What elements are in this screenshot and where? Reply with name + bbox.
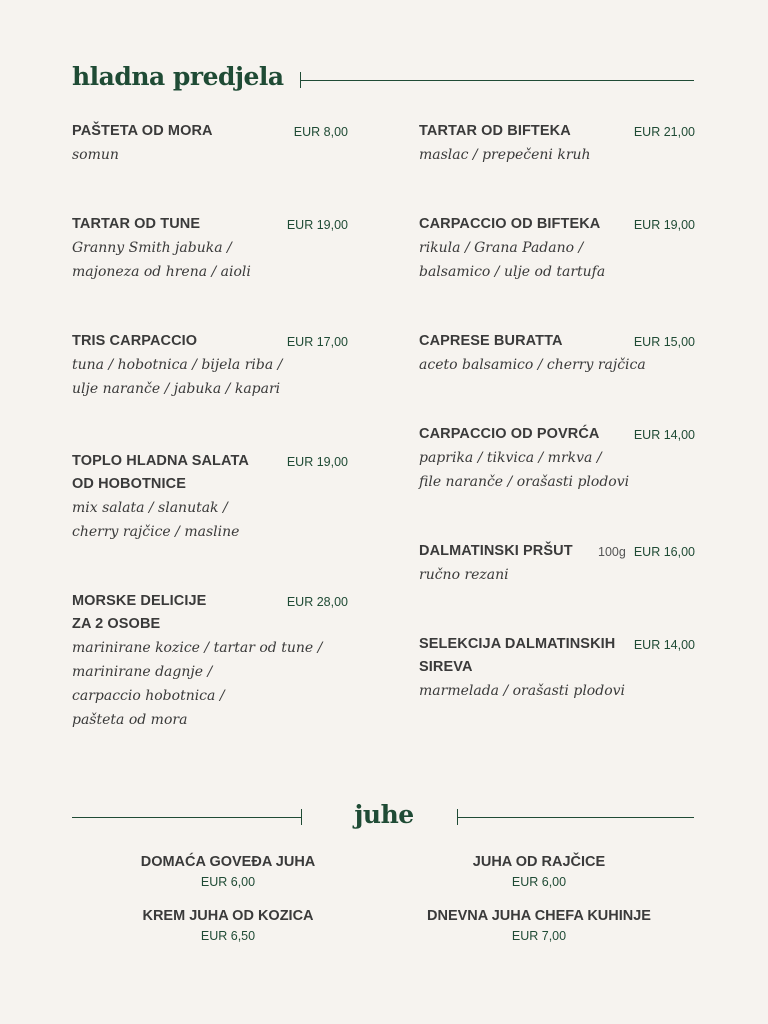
item-description: maslac / prepečeni kruh [419,147,591,163]
menu-item [419,540,695,587]
item-description: paprika / tikvica / mrkva / [419,450,602,466]
item-name: SIREVA [419,659,473,675]
item-description: carpaccio hobotnica / [72,688,225,704]
soup-name: KREM JUHA OD KOZICA [142,908,314,924]
item-name: CAPRESE BURATTA [419,333,563,349]
soup-price: EUR 7,00 [511,929,567,943]
item-description: marmelada / orašasti plodovi [419,683,626,699]
item-quantity: 100g [598,545,626,559]
menu-item [72,330,348,401]
menu-item [72,590,348,732]
item-description: rikula / Grana Padano / [419,240,584,256]
menu-item [419,423,695,494]
menu-item [72,213,348,284]
item-name: CARPACCIO OD POVRĆA [419,426,600,442]
item-price: EUR 8,00 [293,125,348,139]
item-description: tuna / hobotnica / bijela riba / [72,357,283,373]
item-price: EUR 17,00 [286,335,348,349]
item-description: file naranče / orašasti plodovi [419,474,630,490]
menu-item [419,213,695,284]
item-description: majoneza od hrena / aioli [72,264,251,280]
item-description: marinirane kozice / tartar od tune / [72,640,323,656]
soup-title-rule-right [457,817,694,818]
item-name: PAŠTETA OD MORA [72,123,213,139]
menu-item [419,330,695,377]
soup-item [389,852,689,892]
item-description: marinirane dagnje / [72,664,213,680]
soup-item [389,906,689,946]
item-price: EUR 19,00 [286,218,348,232]
item-name: TOPLO HLADNA SALATA [72,453,249,469]
item-description: Granny Smith jabuka / [72,240,232,256]
item-description: aceto balsamico / cherry rajčica [419,357,646,373]
item-price: EUR 19,00 [286,455,348,469]
item-price: EUR 19,00 [633,218,695,232]
item-name: DALMATINSKI PRŠUT [419,543,573,559]
soup-name: DNEVNA JUHA CHEFA KUHINJE [427,908,651,924]
soup-price: EUR 6,00 [200,875,256,889]
item-name: ZA 2 OSOBE [72,616,161,632]
item-description: ulje naranče / jabuka / kapari [72,381,281,397]
menu-item [72,120,348,167]
item-price: EUR 28,00 [286,595,348,609]
section-title-soups: juhe [354,800,414,829]
item-name: TRIS CARPACCIO [72,333,198,349]
soup-item [78,852,378,892]
item-description: pašteta od mora [72,712,188,728]
item-description: ručno rezani [419,567,509,583]
item-price-row [598,542,695,562]
soup-name: JUHA OD RAJČICE [472,854,606,870]
item-description: cherry rajčice / masline [72,524,240,540]
item-price: EUR 15,00 [633,335,695,349]
soup-price: EUR 6,50 [200,929,256,943]
item-description: balsamico / ulje od tartufa [419,264,606,280]
item-price: EUR 21,00 [633,125,695,139]
item-name: SELEKCIJA DALMATINSKIH [419,636,616,652]
soup-price: EUR 6,00 [511,875,567,889]
menu-item [419,120,695,167]
item-name: OD HOBOTNICE [72,476,186,492]
soup-item [78,906,378,946]
menu-item [419,633,695,703]
item-description: mix salata / slanutak / [72,500,228,516]
item-price: EUR 14,00 [633,428,695,442]
item-price: EUR 14,00 [633,638,695,652]
item-name: TARTAR OD BIFTEKA [419,123,571,139]
item-price: EUR 16,00 [633,545,695,559]
soup-name: DOMAĆA GOVEĐA JUHA [140,854,316,870]
item-name: TARTAR OD TUNE [72,216,201,232]
item-name: MORSKE DELICIJE [72,593,207,609]
section-title-cold-starters: hladna predjela [72,62,284,91]
title-rule [300,80,694,81]
item-description: somun [72,147,119,163]
item-name: CARPACCIO OD BIFTEKA [419,216,601,232]
menu-item [72,450,348,544]
